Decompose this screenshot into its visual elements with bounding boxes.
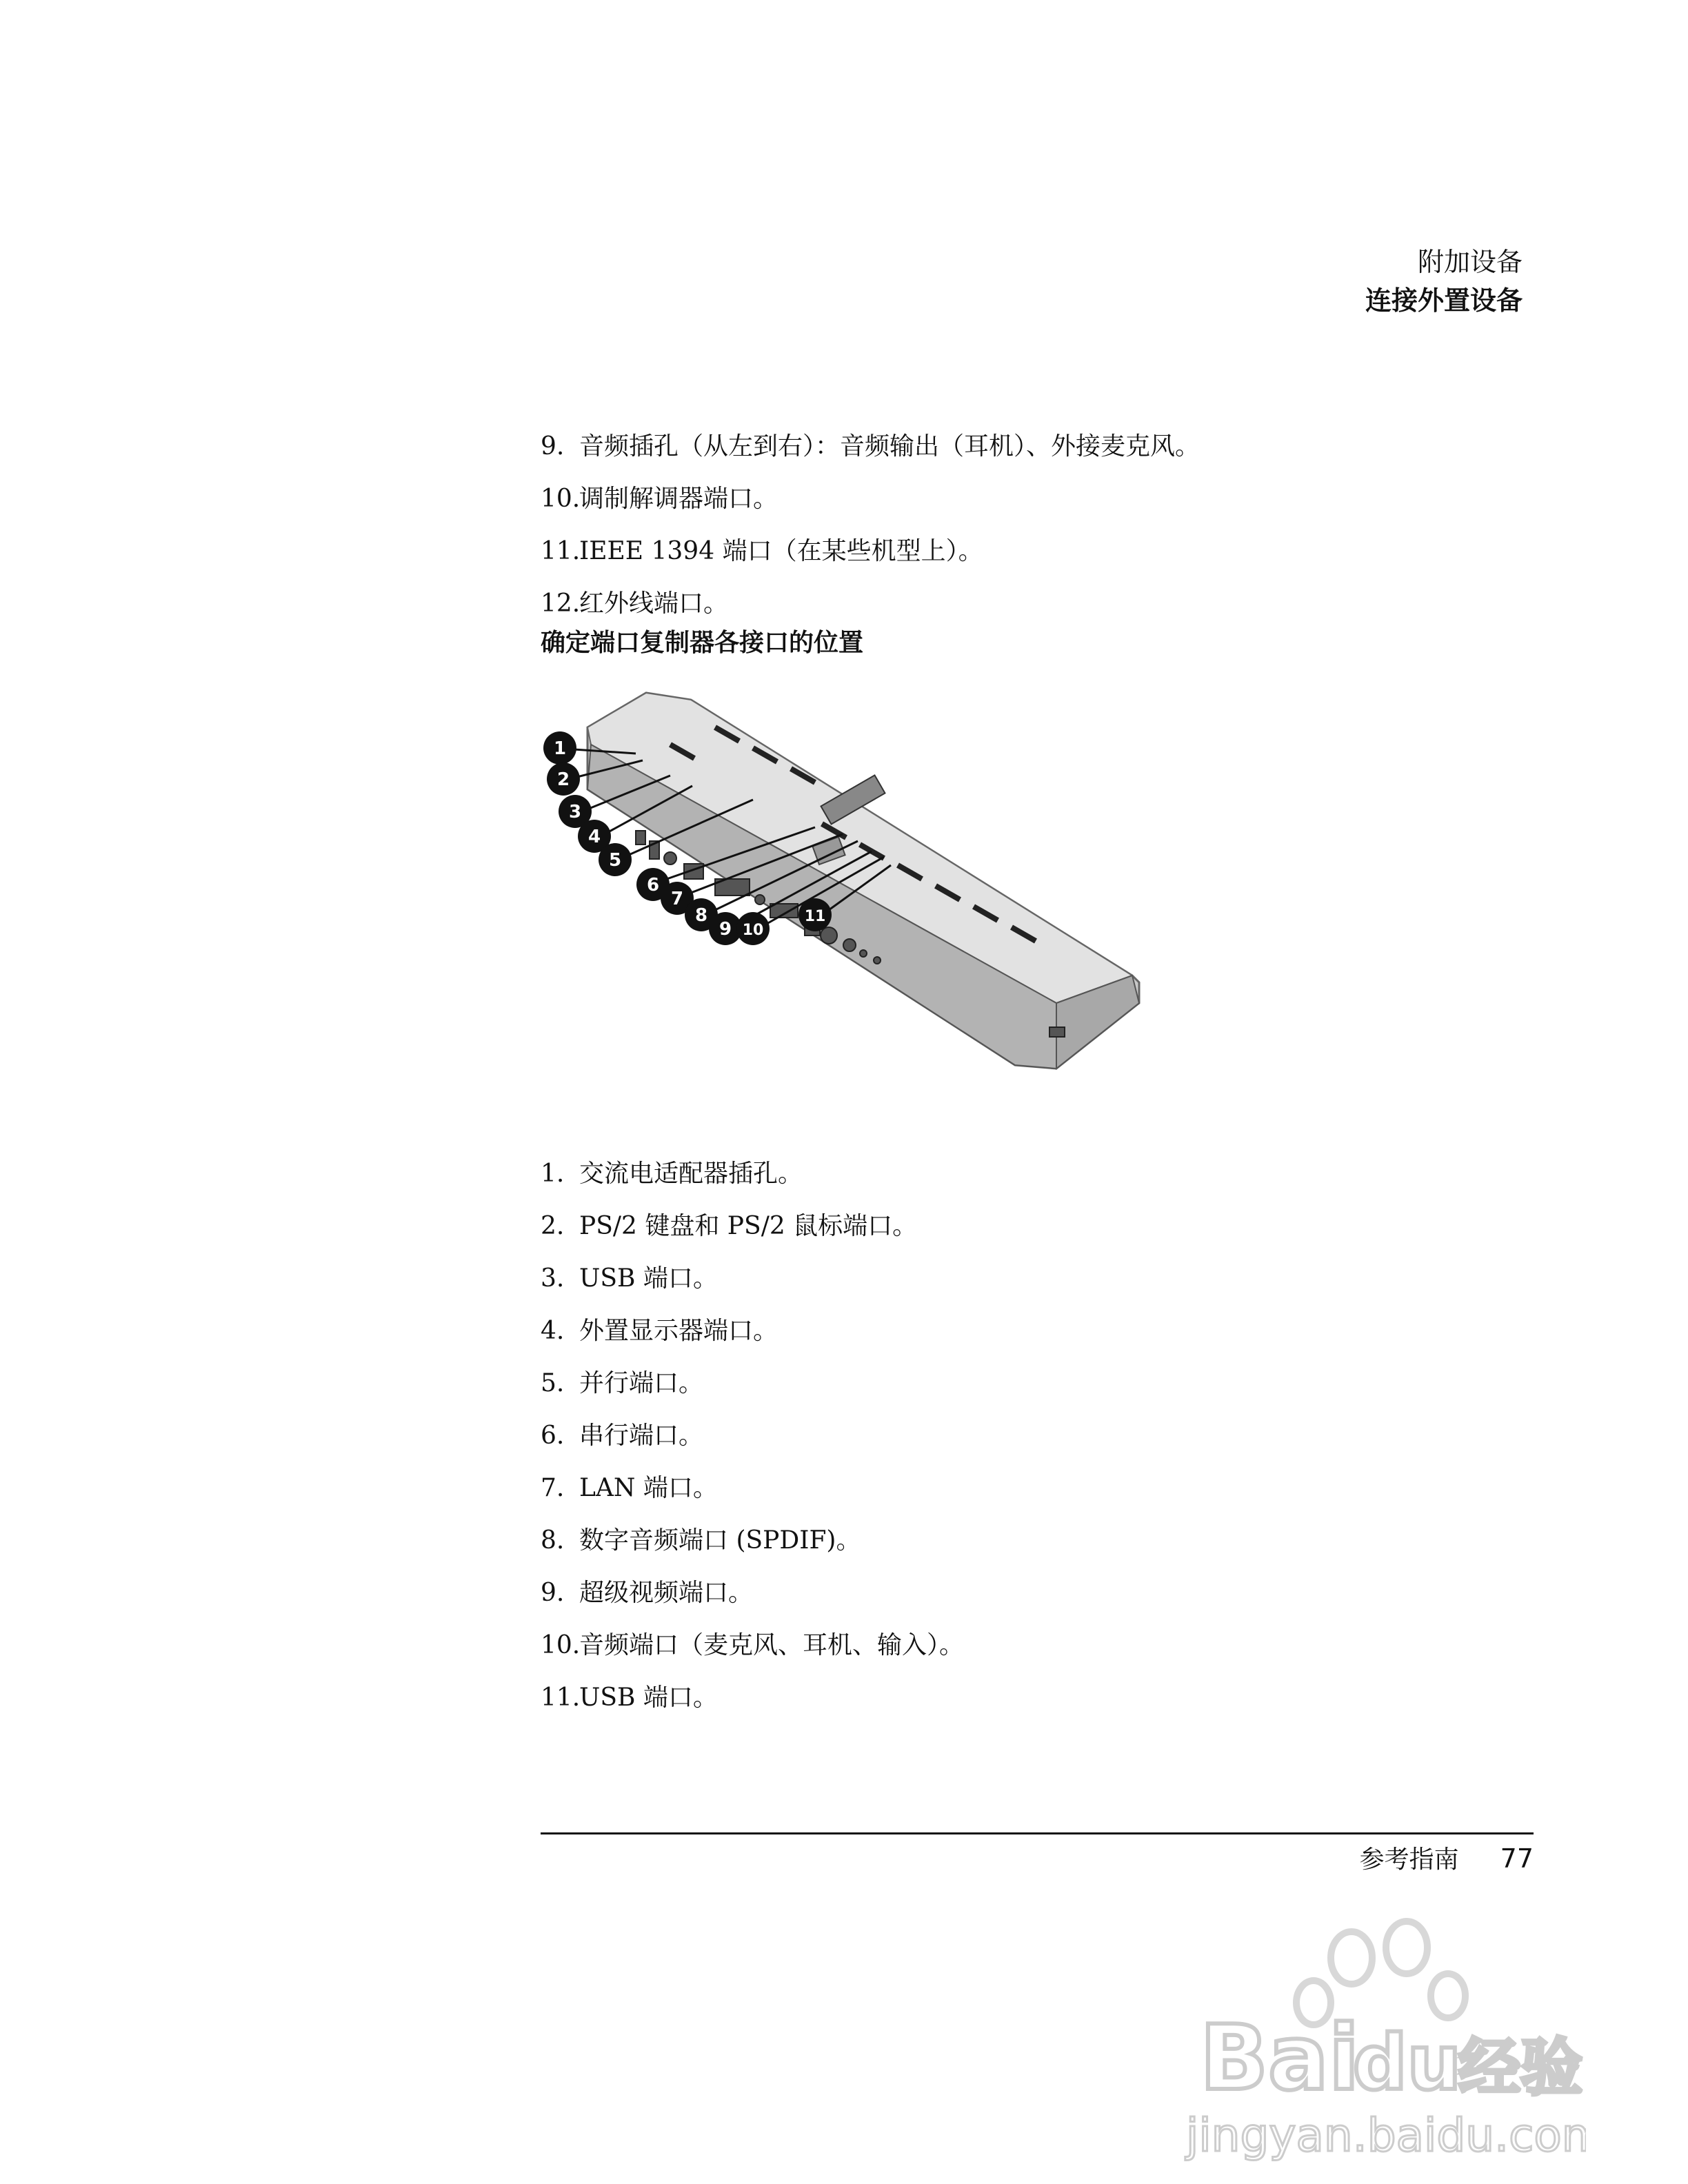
list-item: [541, 1619, 964, 1672]
section-title: 连接外置设备: [1365, 285, 1523, 316]
list-item: [541, 525, 1200, 578]
list-item: [541, 1357, 964, 1410]
item-number: 10.: [541, 1631, 581, 1659]
item-text: 音频插孔（从左到右）：音频输出（耳机）、外接麦克风。: [579, 432, 1200, 461]
page-footer: [1360, 1839, 1534, 1879]
list-item: [541, 1200, 964, 1253]
port-replicator-figure: [532, 679, 1153, 1148]
brand-latin: Bai: [1200, 2005, 1360, 2110]
port-list-top: [541, 421, 1200, 630]
item-number: 2.: [541, 1212, 565, 1240]
list-item: [541, 1567, 964, 1619]
callout-number: 10: [742, 922, 764, 939]
callout-number: 4: [587, 827, 601, 847]
callout-number: 8: [694, 905, 708, 926]
callout-number: 2: [556, 769, 570, 790]
item-text: 交流电适配器插孔。: [579, 1160, 803, 1188]
item-number: 3.: [541, 1264, 565, 1293]
list-item: [541, 1410, 964, 1462]
callout-number: 6: [646, 875, 660, 896]
item-text: 串行端口。: [579, 1422, 704, 1450]
callout-5: [599, 843, 632, 876]
item-number: 8.: [541, 1526, 565, 1555]
list-item: [541, 473, 1200, 525]
item-number: 9.: [541, 1579, 565, 1607]
item-text: 并行端口。: [579, 1369, 704, 1397]
item-text: 红外线端口。: [579, 589, 729, 618]
callout-number: 1: [553, 738, 567, 759]
list-item: [541, 1462, 964, 1515]
item-text: USB 端口。: [579, 1264, 718, 1293]
item-number: 10.: [541, 485, 581, 513]
list-item: [541, 1253, 964, 1305]
list-item: [541, 1148, 964, 1200]
baidu-watermark: [1172, 1910, 1586, 2172]
callout-11: [798, 898, 832, 931]
item-text: PS/2 键盘和 PS/2 鼠标端口。: [579, 1212, 918, 1240]
callout-10: [736, 912, 770, 945]
port-replicator-illustration: [532, 679, 1153, 1148]
brand-cn: 经验: [1458, 2032, 1582, 2104]
page-number: 77: [1500, 1843, 1534, 1874]
footer-rule: [541, 1832, 1534, 1834]
callout-number: 3: [568, 802, 582, 822]
guide-name: 参考指南: [1359, 1846, 1459, 1874]
item-number: 1.: [541, 1160, 565, 1188]
item-number: 5.: [541, 1369, 565, 1397]
callout-2: [547, 762, 580, 796]
item-number: 11.: [541, 537, 581, 565]
callout-number: 5: [608, 850, 622, 871]
list-item: [541, 421, 1200, 473]
watermark-url: jingyan.baidu.com: [1186, 2109, 1586, 2162]
item-text: 数字音频端口 (SPDIF)。: [579, 1526, 861, 1555]
callout-number: 9: [719, 919, 732, 940]
baidu-paw-logo: [1172, 1910, 1586, 2172]
item-text: 超级视频端口。: [579, 1579, 754, 1607]
port-list-bottom: [541, 1148, 964, 1724]
item-text: 音频端口（麦克风、耳机、输入）。: [579, 1631, 965, 1659]
list-item: [541, 1515, 964, 1567]
callout-number: 11: [804, 908, 826, 925]
item-number: 7.: [541, 1474, 565, 1502]
item-number: 12.: [541, 589, 581, 618]
item-number: 4.: [541, 1317, 565, 1345]
item-number: 6.: [541, 1422, 565, 1450]
item-text: LAN 端口。: [579, 1474, 718, 1502]
list-item: [541, 1672, 964, 1724]
sub-heading: 确定端口复制器各接口的位置: [541, 629, 864, 657]
running-header: [1365, 243, 1523, 320]
list-item: [541, 1305, 964, 1357]
item-text: IEEE 1394 端口（在某些机型上）。: [579, 537, 983, 565]
item-text: 调制解调器端口。: [579, 485, 778, 513]
item-number: 9.: [541, 432, 565, 461]
callout-number: 7: [670, 889, 684, 909]
chapter-title: 附加设备: [1417, 247, 1523, 277]
item-number: 11.: [541, 1684, 581, 1712]
brand-du: du: [1353, 2019, 1462, 2107]
callout-1: [543, 731, 576, 765]
item-text: 外置显示器端口。: [579, 1317, 778, 1345]
item-text: USB 端口。: [579, 1684, 718, 1712]
list-item: [541, 578, 1200, 630]
